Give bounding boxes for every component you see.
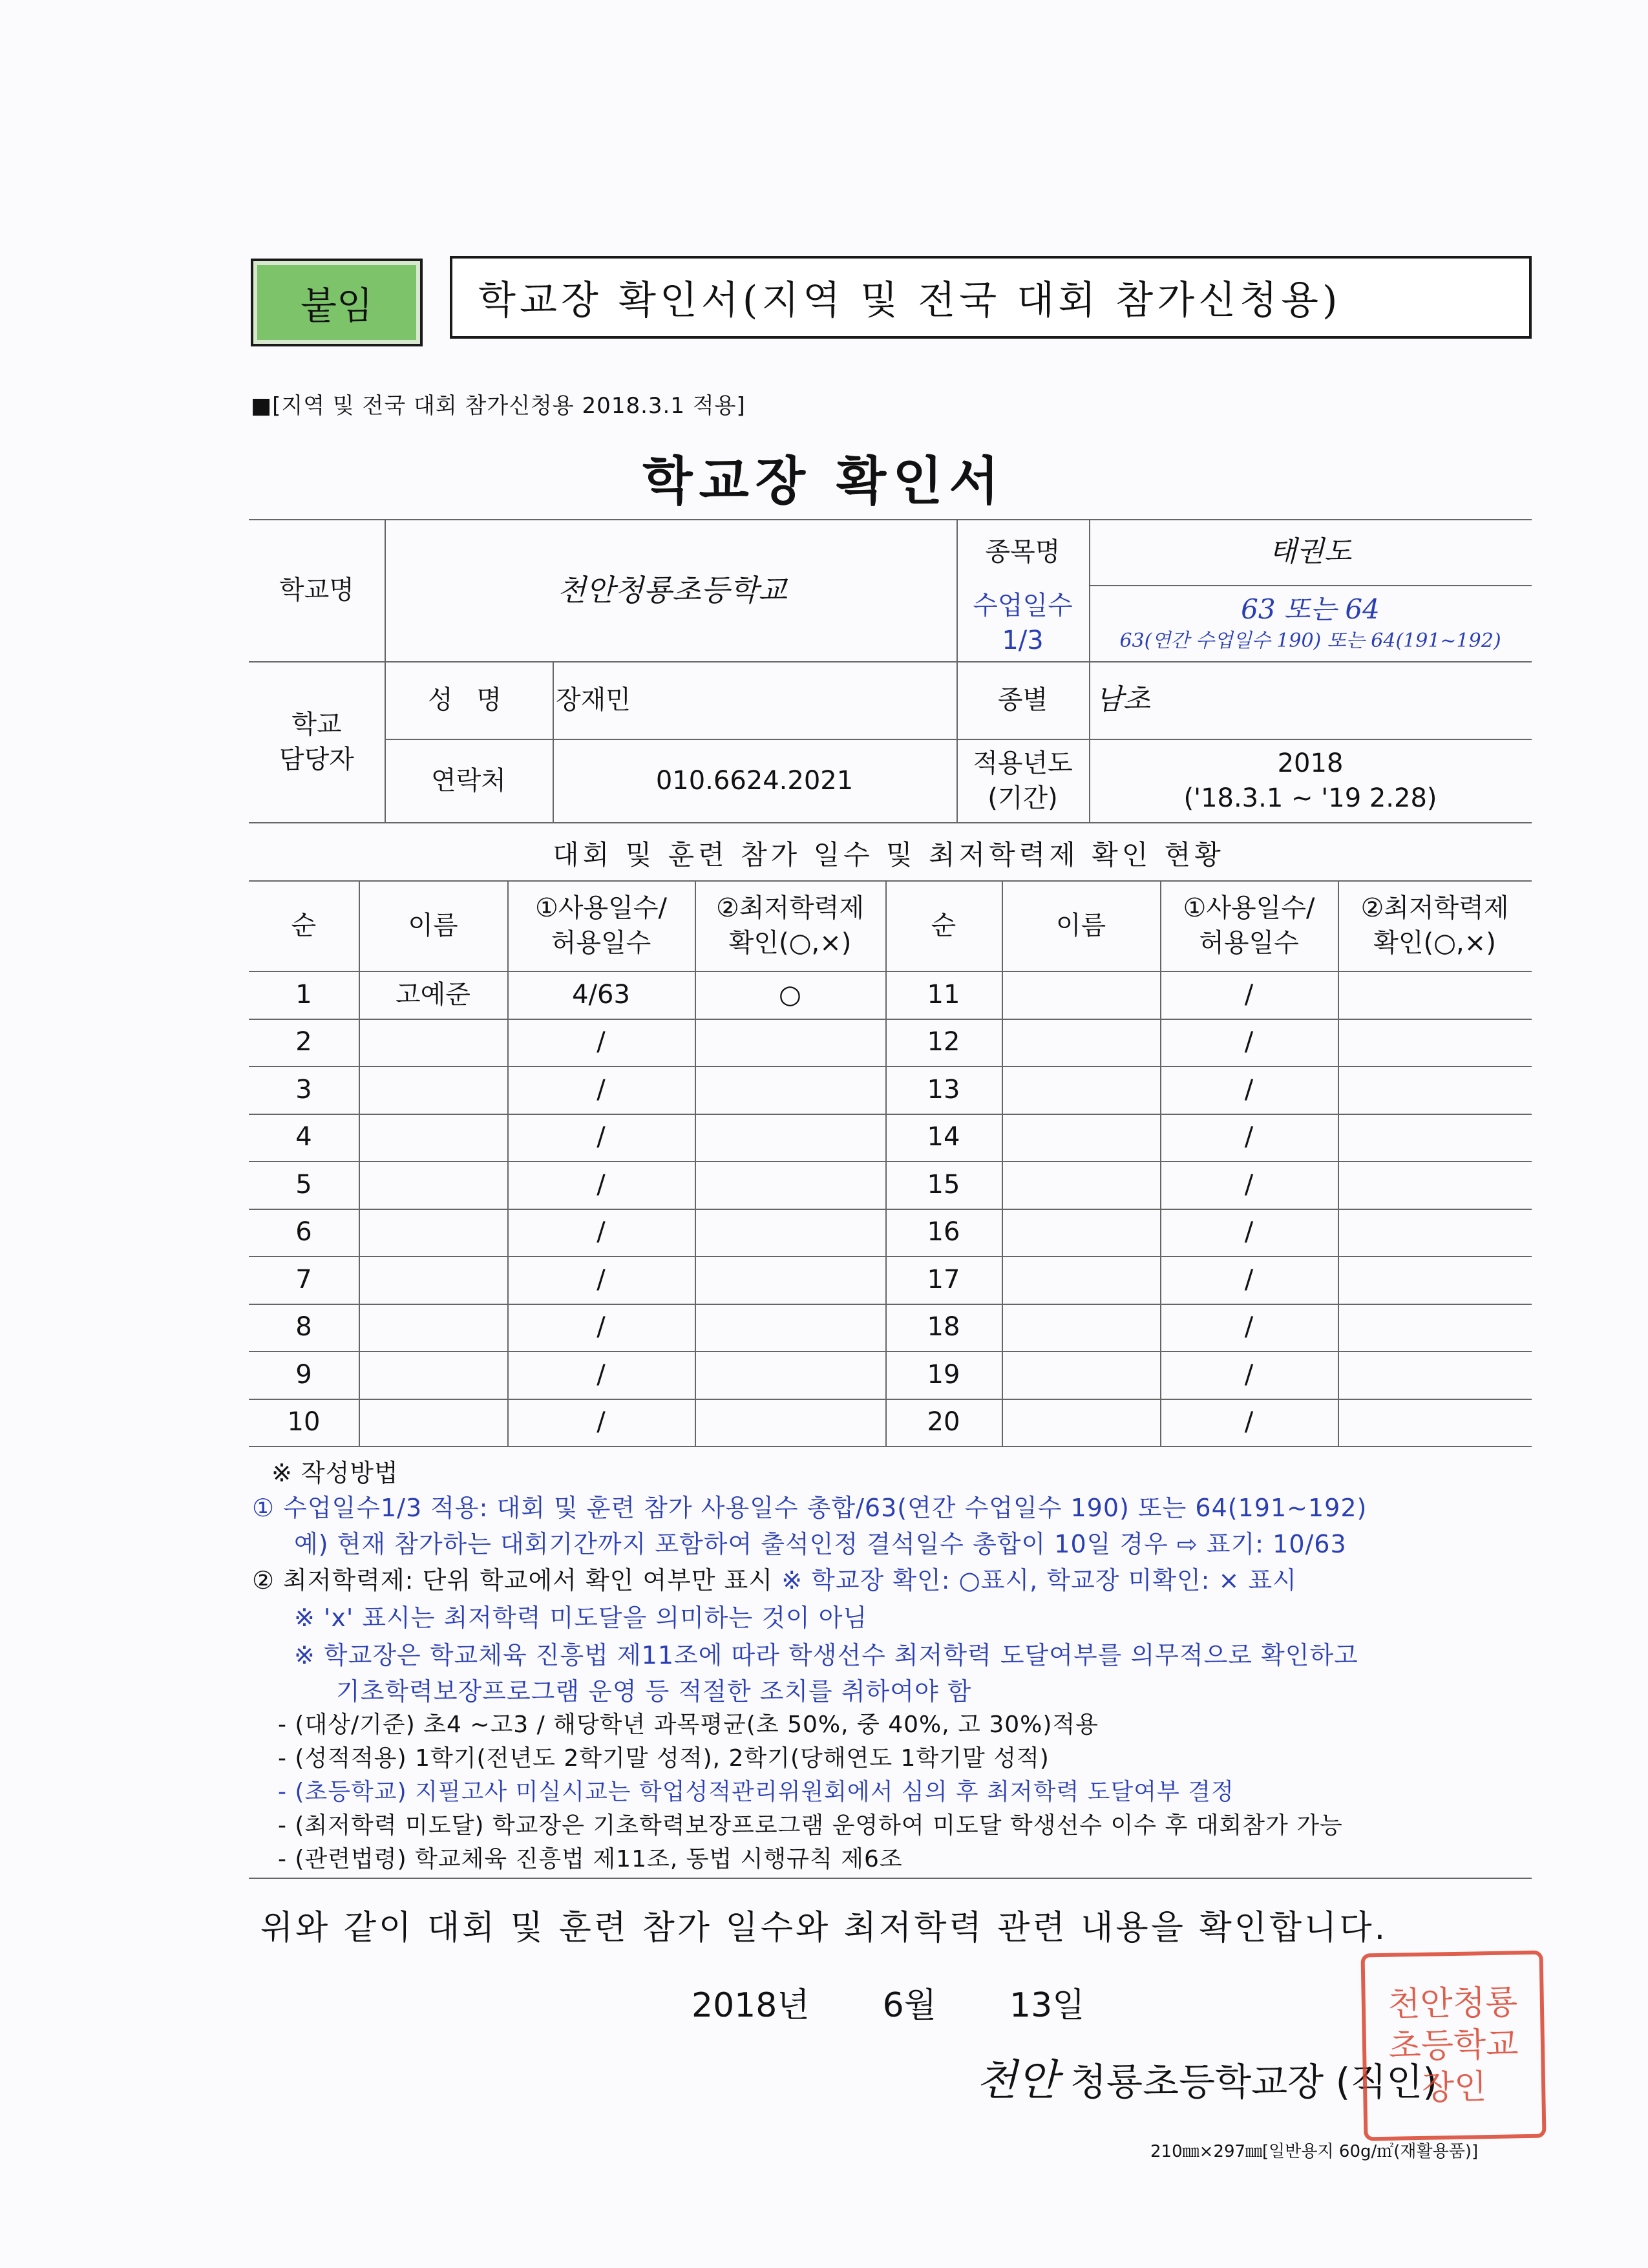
note-item-2-note-2: ※ 학교장은 학교체육 진흥법 제11조에 따라 학생선수 최저학력 도달여부를 의무적으로 확인하고 (294, 1641, 1358, 1669)
confirmation-statement: 위와 같이 대회 및 훈련 참가 일수와 최저학력 관련 내용을 확인합니다. (260, 1909, 1388, 1947)
signer-seal-note: (직인) (1335, 2060, 1437, 2104)
date-year: 2018년 (692, 1986, 810, 2025)
table-row-days: / (1244, 1264, 1254, 1295)
year-label-line2: (기간) (988, 783, 1058, 813)
table-row-seq: 6 (295, 1217, 312, 1247)
year-label (956, 739, 1089, 822)
year: 2018 (1277, 748, 1344, 778)
table-row-seq: 15 (927, 1169, 960, 1200)
table-row-days: / (597, 1027, 606, 1057)
signer-city: 천안 (976, 2055, 1059, 2105)
table-row-days: / (597, 1217, 606, 1247)
table-row-days: / (1244, 1217, 1254, 1247)
table-row-days: / (1244, 1122, 1254, 1152)
table-row-name: 고예준 (396, 979, 470, 1010)
table-row-check (695, 1114, 885, 1161)
table-row-name (359, 1066, 507, 1114)
table-row-name (1002, 1161, 1160, 1209)
table-row-check (695, 1351, 885, 1399)
table-row-name (359, 1161, 507, 1209)
school-name-label: 학교명 (279, 575, 354, 605)
table-row-check (695, 1209, 885, 1256)
note-bullet-5: - (관련법령) 학교체육 진흥법 제11조, 동법 시행규칙 제6조 (278, 1846, 903, 1872)
note-item-2-note-2b: 기초학력보장프로그램 운영 등 적절한 조치를 취하여야 함 (336, 1677, 972, 1706)
category-value: 남초 (1095, 683, 1151, 717)
table-row-check (1338, 1019, 1532, 1066)
table-row-days: / (597, 1122, 606, 1152)
table-row-check (1338, 1209, 1532, 1256)
table-row-seq: 18 (927, 1312, 960, 1342)
table-row-seq: 8 (295, 1312, 312, 1342)
table-row-name (359, 1019, 507, 1066)
signer-title: 청룡초등학교장 (1070, 2060, 1324, 2104)
table-row-seq: 11 (927, 979, 960, 1010)
class-days-value (1089, 585, 1532, 661)
section-title: 대회 및 훈련 참가 일수 및 최저학력제 확인 현황 (553, 839, 1225, 871)
table-row-seq: 2 (295, 1027, 312, 1057)
table-row-check (695, 1399, 885, 1447)
table-row-name (1002, 1209, 1160, 1256)
table-row-seq: 3 (295, 1074, 312, 1105)
header-name: 이름 (408, 911, 458, 940)
category-label: 종별 (997, 685, 1048, 715)
date-month: 6월 (882, 1986, 936, 2025)
attachment-badge: 붙임 (251, 259, 423, 346)
table-row-check (1338, 971, 1532, 1019)
table-row-name (1002, 1304, 1160, 1351)
table-row-days: 4/63 (572, 979, 630, 1010)
table-row-seq: 4 (295, 1122, 312, 1152)
table-row-check (1338, 1161, 1532, 1209)
seal-text: 천안청룡초등학교장인 (1387, 1982, 1519, 2108)
header-check-line1: ②최저학력제 (715, 893, 865, 923)
table-row-days: / (597, 1407, 606, 1437)
notes-heading: ※ 작성방법 (271, 1459, 399, 1487)
header-days (1160, 880, 1338, 971)
table-row-days: / (597, 1264, 606, 1295)
table-row-name (1002, 1066, 1160, 1114)
table-row-check (1338, 1399, 1532, 1447)
table-row-check (695, 1019, 885, 1066)
table-row-days: / (1244, 1359, 1254, 1390)
table-row-name (359, 1209, 507, 1256)
table-row-seq: 20 (927, 1407, 960, 1437)
table-row-name (359, 1399, 507, 1447)
table-row-seq: 19 (927, 1359, 960, 1390)
staff-label-line2: 담당자 (279, 744, 354, 774)
class-days-detail: 63(연간 수업일수 190) 또는 64(191~192) (1119, 630, 1501, 653)
staff-label (249, 661, 385, 822)
note-item-1-example: 예) 현재 참가하는 대회기간까지 포함하여 출석인정 결석일수 총합이 10일 경우 ⇨ 표기: 10/63 (294, 1530, 1347, 1558)
header-title-box (450, 256, 1532, 339)
table-row-days: / (1244, 1407, 1254, 1437)
header-seq: 순 (931, 911, 956, 940)
header-days (507, 880, 695, 971)
header-title: 학교장 확인서(지역 및 전국 대회 참가신청용) (478, 278, 1342, 323)
applicability-note: ■[지역 및 전국 대회 참가신청용 2018.3.1 적용] (251, 393, 746, 419)
table-row-name (1002, 1256, 1160, 1304)
table-row-name (359, 1304, 507, 1351)
class-days-label (956, 585, 1089, 661)
note-bullet-3 (278, 1774, 1234, 1807)
note-bullet-2: - (성적적용) 1학기(전년도 2학기말 성적), 2학기(당해연도 1학기말 성적) (278, 1745, 1050, 1772)
note-item-2 (252, 1560, 1297, 1596)
note-item-2-suffix: ※ 학교장 확인: ○표시, 학교장 미확인: × 표시 (781, 1566, 1297, 1595)
table-row-days: / (1244, 979, 1254, 1010)
note-item-2-note-1: ※ 'x' 표시는 최저학력 미도달을 의미하는 것이 아님 (294, 1604, 868, 1632)
table-row-name (1002, 1399, 1160, 1447)
header-days-line2: 허용일수 (1199, 928, 1299, 958)
note-item-2-prefix: ② 최저학력제: 단위 학교에서 확인 여부만 표시 (252, 1566, 774, 1595)
header-check-line1: ②최저학력제 (1360, 893, 1509, 923)
table-row-name (1002, 1114, 1160, 1161)
table-row-check (1338, 1066, 1532, 1114)
table-row-seq: 13 (927, 1074, 960, 1105)
table-row-check: ○ (779, 979, 801, 1010)
table-row-check (1338, 1114, 1532, 1161)
table-row-name (359, 1256, 507, 1304)
paper-spec: 210㎜×297㎜[일반용지 60g/㎡(재활용품)] (1150, 2142, 1479, 2161)
table-row-days: / (1244, 1027, 1254, 1057)
table-row-seq: 9 (295, 1359, 312, 1390)
note-item-1: ① 수업일수1/3 적용: 대회 및 훈련 참가 사용일수 총합/63(연간 수업일수 190) 또는 64(191~192) (252, 1494, 1368, 1522)
table-row-check (1338, 1351, 1532, 1399)
header-check (695, 880, 885, 971)
table-row-days: / (597, 1169, 606, 1200)
table-row-seq: 17 (927, 1264, 960, 1295)
document-date (692, 1978, 1084, 2026)
header-name: 이름 (1055, 911, 1106, 940)
table-row-days: / (597, 1074, 606, 1105)
table-row-seq: 10 (287, 1407, 321, 1437)
contact-value: 010.6624.2021 (655, 765, 854, 796)
header-seq: 순 (291, 911, 317, 940)
table-row-check (1338, 1304, 1532, 1351)
table-row-days: / (1244, 1169, 1254, 1200)
table-row-seq: 16 (927, 1217, 960, 1247)
table-row-seq: 1 (295, 979, 312, 1010)
header-days-line1: ①사용일수/ (535, 893, 667, 923)
table-row-name (359, 1351, 507, 1399)
sport-label: 종목명 (985, 537, 1061, 567)
class-days-label-line1: 수업일수 (973, 591, 1073, 620)
table-row-days: / (1244, 1074, 1254, 1105)
header-check-line2: 확인(○,×) (1373, 928, 1496, 958)
contact-label: 연락처 (431, 765, 506, 796)
table-row-name (359, 1114, 507, 1161)
year-value (1089, 739, 1532, 822)
date-day: 13일 (1009, 1986, 1085, 2025)
table-row-seq: 5 (295, 1169, 312, 1200)
table-row-check (695, 1304, 885, 1351)
note-bullet-4: - (최저학력 미도달) 학교장은 기초학력보장프로그램 운영하여 미도달 학생선수 이수 후 대회참가 가능 (278, 1812, 1343, 1839)
sport-value: 태권도 (1269, 535, 1352, 569)
header-check (1338, 880, 1532, 971)
table-row-seq: 7 (295, 1264, 312, 1295)
table-row-check (695, 1256, 885, 1304)
name-label: 성 명 (428, 685, 509, 715)
class-days-main: 63 또는 64 (1241, 593, 1380, 626)
table-row-check (695, 1066, 885, 1114)
table-row-days: / (1244, 1312, 1254, 1342)
table-row-days: / (597, 1312, 606, 1342)
staff-name: 장재민 (556, 685, 631, 715)
table-row-check (1338, 1256, 1532, 1304)
period: ('18.3.1 ~ '19 2.28) (1183, 783, 1437, 813)
class-days-label-line2: 1/3 (1002, 626, 1044, 655)
header-check-line2: 확인(○,×) (728, 928, 852, 958)
year-label-line1: 적용년도 (973, 748, 1073, 778)
table-row-days: / (597, 1359, 606, 1390)
note-bullet-3-text: - (초등학교) 지필고사 미실시교는 학업성적관리위원회에서 심의 후 최저학력 도달여부 결정 (278, 1779, 1234, 1805)
table-row-name (1002, 1351, 1160, 1399)
table-row-name (1002, 1019, 1160, 1066)
header-days-line2: 허용일수 (551, 928, 651, 958)
school-name-value: 천안청룡초등학교 (557, 572, 787, 608)
staff-label-line1: 학교 (291, 709, 342, 739)
note-bullet-1: - (대상/기준) 초4 ~고3 / 해당학년 과목평균(초 50%, 중 40%, 고 30%)적용 (278, 1712, 1099, 1738)
table-row-name (1002, 971, 1160, 1019)
table-row-seq: 12 (927, 1027, 960, 1057)
header-days-line1: ①사용일수/ (1183, 893, 1315, 923)
table-rule (249, 1446, 1532, 1447)
table-row-check (695, 1161, 885, 1209)
official-seal-stamp (1360, 1951, 1546, 2141)
document-title: 학교장 확인서 (642, 451, 1006, 511)
table-row-seq: 14 (927, 1122, 960, 1152)
